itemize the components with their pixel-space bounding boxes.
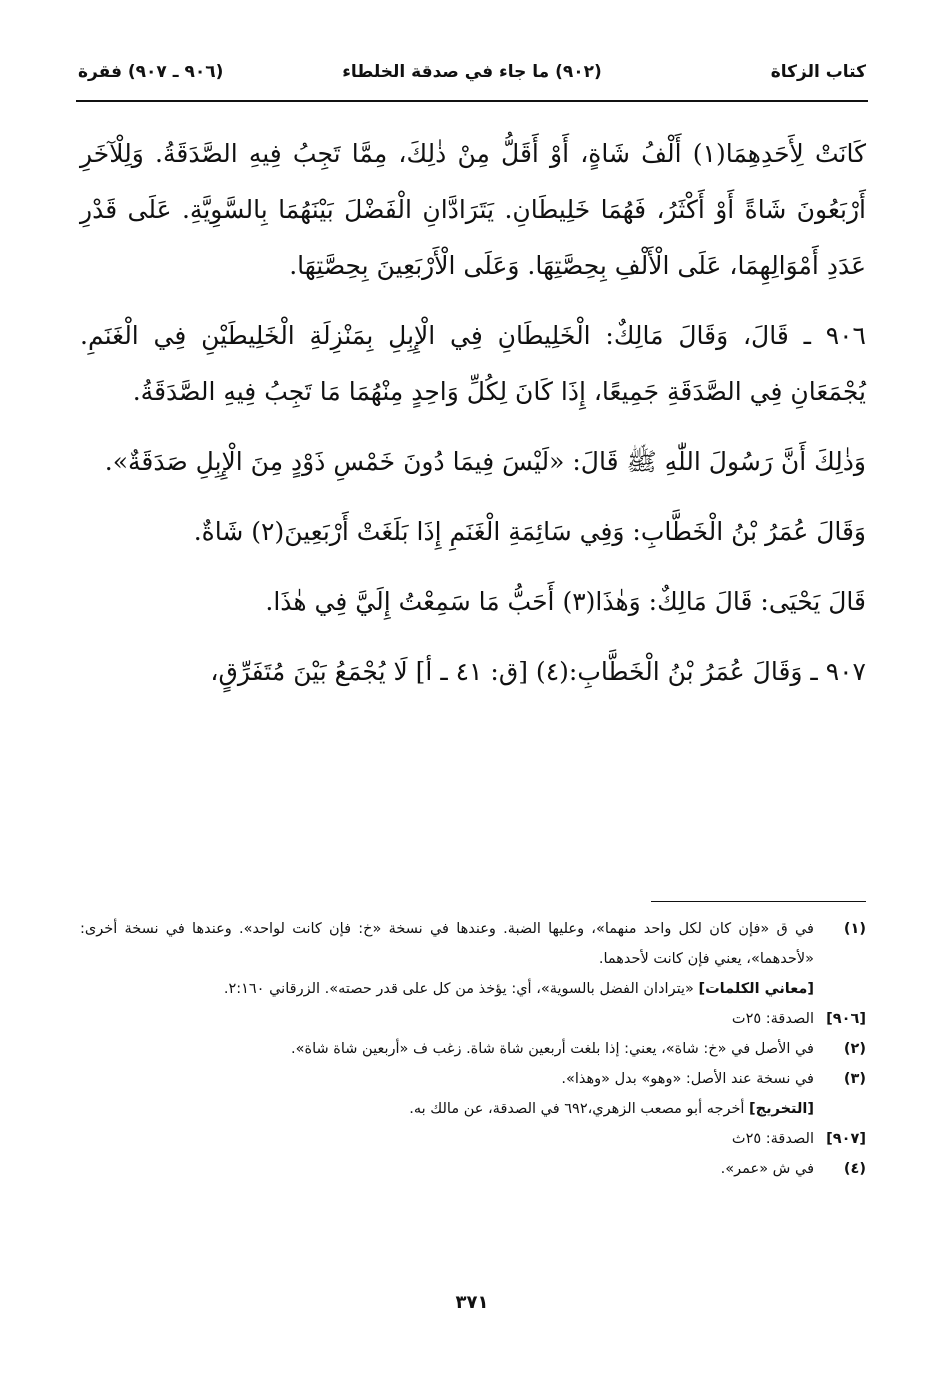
footnote <box>80 974 866 1004</box>
footnote-label: [التخريج] <box>749 1101 814 1117</box>
footnote-number: [٩٠٦] <box>826 1011 866 1027</box>
paragraph-906: ٩٠٦ ـ قَالَ، وَقَالَ مَالِكٌ: الْخَلِيطَانِ فِي الْإِبِلِ بِمَنْزِلَةِ الْخَلِيطَيْنِ فِي الْغَنَمِ. يُجْمَعَانِ فِي الصَّدَقَةِ جَمِيعًا، إِذَا كَانَ لِكُلِّ وَاحِدٍ مِنْهُمَا مَا تَجِبُ فِيهِ الصَّدَقَةُ. <box>80 321 866 406</box>
footnote <box>80 1124 866 1154</box>
footnote <box>80 1034 866 1064</box>
footnote <box>80 914 866 974</box>
footnote-divider <box>651 901 866 902</box>
footnote-text: «يترادان الفضل بالسوية»، أي: يؤخذ من كل على قدر حصته». الزرقاني ٢:١٦٠. <box>223 981 699 997</box>
footnote <box>80 1154 866 1184</box>
paragraph-range: (٩٠٦ ـ ٩٠٧) فقرة <box>78 62 224 82</box>
footnote <box>80 1064 866 1094</box>
footnote-text: في نسخة عند الأصل: «وهو» بدل «وهذا». <box>561 1071 814 1087</box>
book-title: كتاب الزكاة <box>770 62 866 82</box>
footnote-number: (٣) <box>843 1071 866 1087</box>
footnote-number: (٤) <box>843 1161 866 1177</box>
footnotes <box>80 914 866 1184</box>
paragraph-umar: وَقَالَ عُمَرُ بْنُ الْخَطَّابِ: وَفِي سَائِمَةِ الْغَنَمِ إِذَا بَلَغَتْ أَرْبَعِينَ(٢) شَاةٌ. <box>193 517 866 546</box>
paragraph-907: ٩٠٧ ـ وَقَالَ عُمَرُ بْنُ الْخَطَّابِ:(٤) [ق: ٤١ ـ أ] لَا يُجْمَعُ بَيْنَ مُتَفَرِّقٍ، <box>210 657 866 686</box>
header-divider <box>76 100 868 102</box>
footnote-label: [معاني الكلمات] <box>698 981 814 997</box>
footnote-number: (١) <box>843 921 866 937</box>
footnote-number: (٢) <box>843 1041 866 1057</box>
footnote-text: في ش «عمر». <box>720 1161 814 1177</box>
footnote-text: الصدقة: ٢٥ت <box>731 1011 814 1027</box>
footnote-text: في الأصل في «خ: شاة»، يعني: إذا بلغت أربعين شاة شاة. زغب ف «أربعين شاة شاة». <box>291 1041 814 1057</box>
footnote <box>80 1004 866 1034</box>
page-header <box>78 56 866 96</box>
footnote <box>80 1094 866 1124</box>
main-text <box>80 126 866 700</box>
footnote-text: الصدقة: ٢٥ث <box>731 1131 814 1147</box>
paragraph-hadith: وَذٰلِكَ أَنَّ رَسُولَ اللّٰهِ ﷺ قَالَ: «لَيْسَ فِيمَا دُونَ خَمْسِ ذَوْدٍ مِنَ الْإِبِلِ صَدَقَةٌ». <box>104 447 866 476</box>
page-number: ٣٧١ <box>455 1292 489 1313</box>
footnote-number: [٩٠٧] <box>826 1131 866 1147</box>
chapter-title: (٩٠٢) ما جاء في صدقة الخلطاء <box>342 62 602 82</box>
footnote-text: في ق «فإن كان لكل واحد منهما»، وعليها الضبة. وعندها في نسخة «خ: فإن كانت لواحد». وعندها في نسخة أخرى: «لأحدهما»، يعني فإن كانت لأحدهما. <box>80 921 814 967</box>
paragraph: كَانَتْ لِأَحَدِهِمَا(١) أَلْفُ شَاةٍ، أَوْ أَقَلُّ مِنْ ذٰلِكَ، مِمَّا تَجِبُ فِيهِ الصَّدَقَةُ. وَلِلْآخَرِ أَرْبَعُونَ شَاةً أَوْ أَكْثَرُ، فَهُمَا خَلِيطَانِ. يَتَرَادَّانِ الْفَضْلَ بَيْنَهُمَا بِالسَّوِيَّةِ. عَلَى قَدْرِ عَدَدِ أَمْوَالِهِمَا، عَلَى الْأَلْفِ بِحِصَّتِهَا. وَعَلَى الْأَرْبَعِينَ بِحِصَّتِهَا. <box>80 139 866 280</box>
footnote-text: أخرجه أبو مصعب الزهري،٦٩٢ في الصدقة، عن مالك به. <box>409 1101 750 1117</box>
paragraph-yahya: قَالَ يَحْيَى: قَالَ مَالِكٌ: وَهٰذَا(٣) أَحَبُّ مَا سَمِعْتُ إِلَيَّ فِي هٰذَا. <box>265 587 866 616</box>
